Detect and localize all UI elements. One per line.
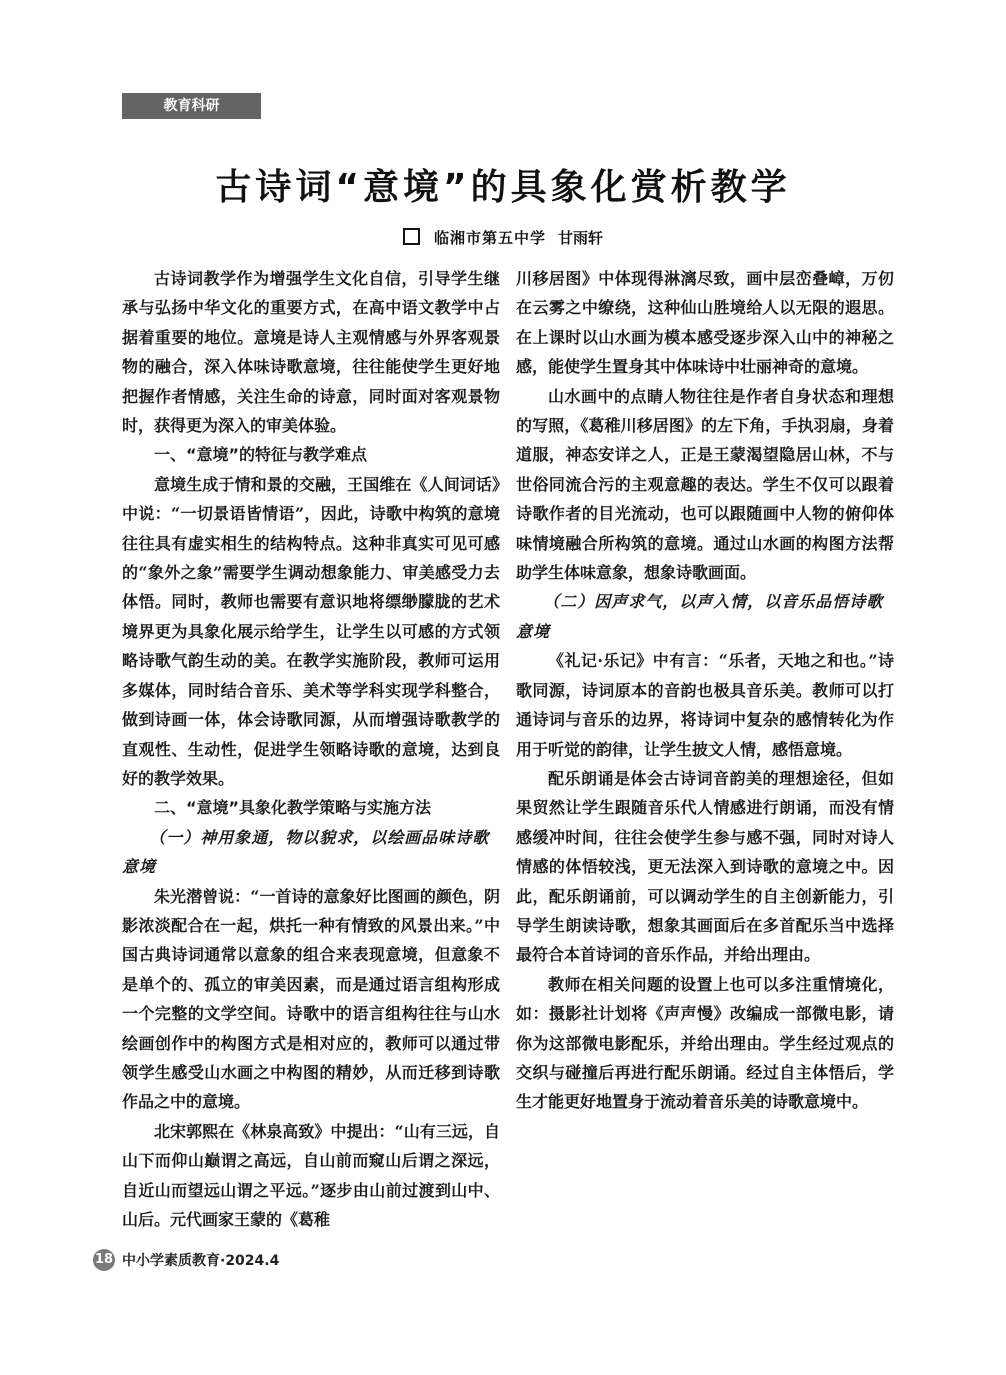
subsection-heading-1: （一）神用象通，物以貌求，以绘画品味诗歌意境: [122, 827, 490, 877]
article-body: [122, 264, 900, 1234]
page-number-badge: 18: [93, 1249, 115, 1271]
paragraph-intro: 古诗词教学作为增强学生文化自信，引导学生继承与弘扬中华文化的重要方式，在高中语文教学中占据着重要的地位。意境是诗人主观情感与外界客观景物的融合，深入体味诗歌意境，往往能使学生更好地把握作者情感，关注生命的诗意，同时面对客观景物时，获得更为深入的审美体验。: [122, 269, 500, 436]
paragraph-continued: 川移居图》中体现得淋漓尽致，画中层峦叠嶂，万仞在云雾之中缭绕，这种仙山胜境给人以无限的遐思。在上课时以山水画为模本感受逐步深入山中的神秘之感，能使学生置身其中体味诗中壮丽神奇的意境。: [516, 269, 894, 377]
paragraph: 教师在相关问题的设置上也可以多注重情境化，如：摄影社计划将《声声慢》改编成一部微电影，请你为这部微电影配乐，并给出理由。学生经过观点的交织与碰撞后再进行配乐朗诵。经过自主体悟后，学生才能更好地置身于流动着音乐美的诗歌意境中。: [516, 974, 894, 1112]
author-name: 甘雨轩: [558, 229, 604, 247]
section-tag: 教育科研: [122, 93, 261, 119]
paragraph: 意境生成于情和景的交融，王国维在《人间词话》中说：“一切景语皆情语”，因此，诗歌中构筑的意境往往具有虚实相生的结构特点。这种非真实可见可感的“象外之象”需要学生调动想象能力、审美感受力去体悟。同时，教师也需要有意识地将缥缈朦胧的艺术境界更为具象化展示给学生，让学生以可感的方式领略诗歌气韵生动的美。在教学实施阶段，教师可运用多媒体，同时结合音乐、美术等学科实现学科整合，做到诗画一体，体会诗歌同源，从而增强诗歌教学的直观性、生动性，促进学生领略诗歌的意境，达到良好的教学效果。: [122, 474, 500, 788]
section-heading-2: 二、“意境”具象化教学策略与实施方法: [154, 798, 432, 818]
subsection-heading-2: （二）因声求气，以声入情，以音乐品悟诗歌意境: [516, 592, 884, 641]
left-column: [122, 264, 500, 1234]
section-heading-1: 一、“意境”的特征与教学难点: [154, 445, 368, 465]
paragraph: 朱光潜曾说：“一首诗的意象好比图画的颜色，阴影浓淡配合在一起，烘托一种有情致的风景出来。”中国古典诗词通常以意象的组合来表现意境，但意象不是单个的、孤立的审美因素，而是通过语言组构形成一个完整的文学空间。诗歌中的语言组构往往与山水绘画创作中的构图方式是相对应的，教师可以通过带领学生感受山水画之中构图的精妙，从而迁移到诗歌作品之中的意境。: [122, 886, 500, 1112]
byline-square-icon: [403, 228, 420, 245]
article-title: 古诗词“意境”的具象化赏析教学: [215, 167, 791, 208]
paragraph: 山水画中的点睛人物往往是作者自身状态和理想的写照，《葛稚川移居图》的左下角，手执羽扇，身着道服，神态安详之人，正是王蒙渴望隐居山林，不与世俗同流合污的主观意趣的表达。学生不仅可以跟着诗歌作者的目光流动，也可以跟随画中人物的俯仰体味情境融合所构筑的意境。通过山水画的构图方法帮助学生体味意象，想象诗歌画面。: [516, 386, 894, 583]
paragraph: 《礼记·乐记》中有言：“乐者，天地之和也。”诗歌同源，诗词原本的音韵也极具音乐美。教师可以打通诗词与音乐的边界，将诗词中复杂的感情转化为作用于听觉的韵律，让学生披文人情，感悟意境。: [516, 651, 894, 759]
paragraph: 北宋郭熙在《林泉高致》中提出：“山有三远，自山下而仰山巅谓之高远，自山前而窥山后谓之深远，自近山而望远山谓之平远。”逐步由山前过渡到山中、山后。元代画家王蒙的《葛稚: [122, 1121, 500, 1229]
paragraph: 配乐朗诵是体会古诗词音韵美的理想途径，但如果贸然让学生跟随音乐代人情感进行朗诵，而没有情感缓冲时间，往往会使学生参与感不强，同时对诗人情感的体悟较浅，更无法深入到诗歌的意境之中。因此，配乐朗诵前，可以调动学生的自主创新能力，引导学生朗读诗歌，想象其画面后在多首配乐当中选择最符合本首诗词的音乐作品，并给出理由。: [516, 768, 894, 965]
journal-issue: 中小学素质教育·2024.4: [122, 1253, 280, 1270]
page-footer: [93, 1248, 900, 1272]
right-column: [516, 264, 894, 1117]
byline: [0, 228, 1006, 248]
author-school: 临湘市第五中学: [433, 229, 546, 247]
